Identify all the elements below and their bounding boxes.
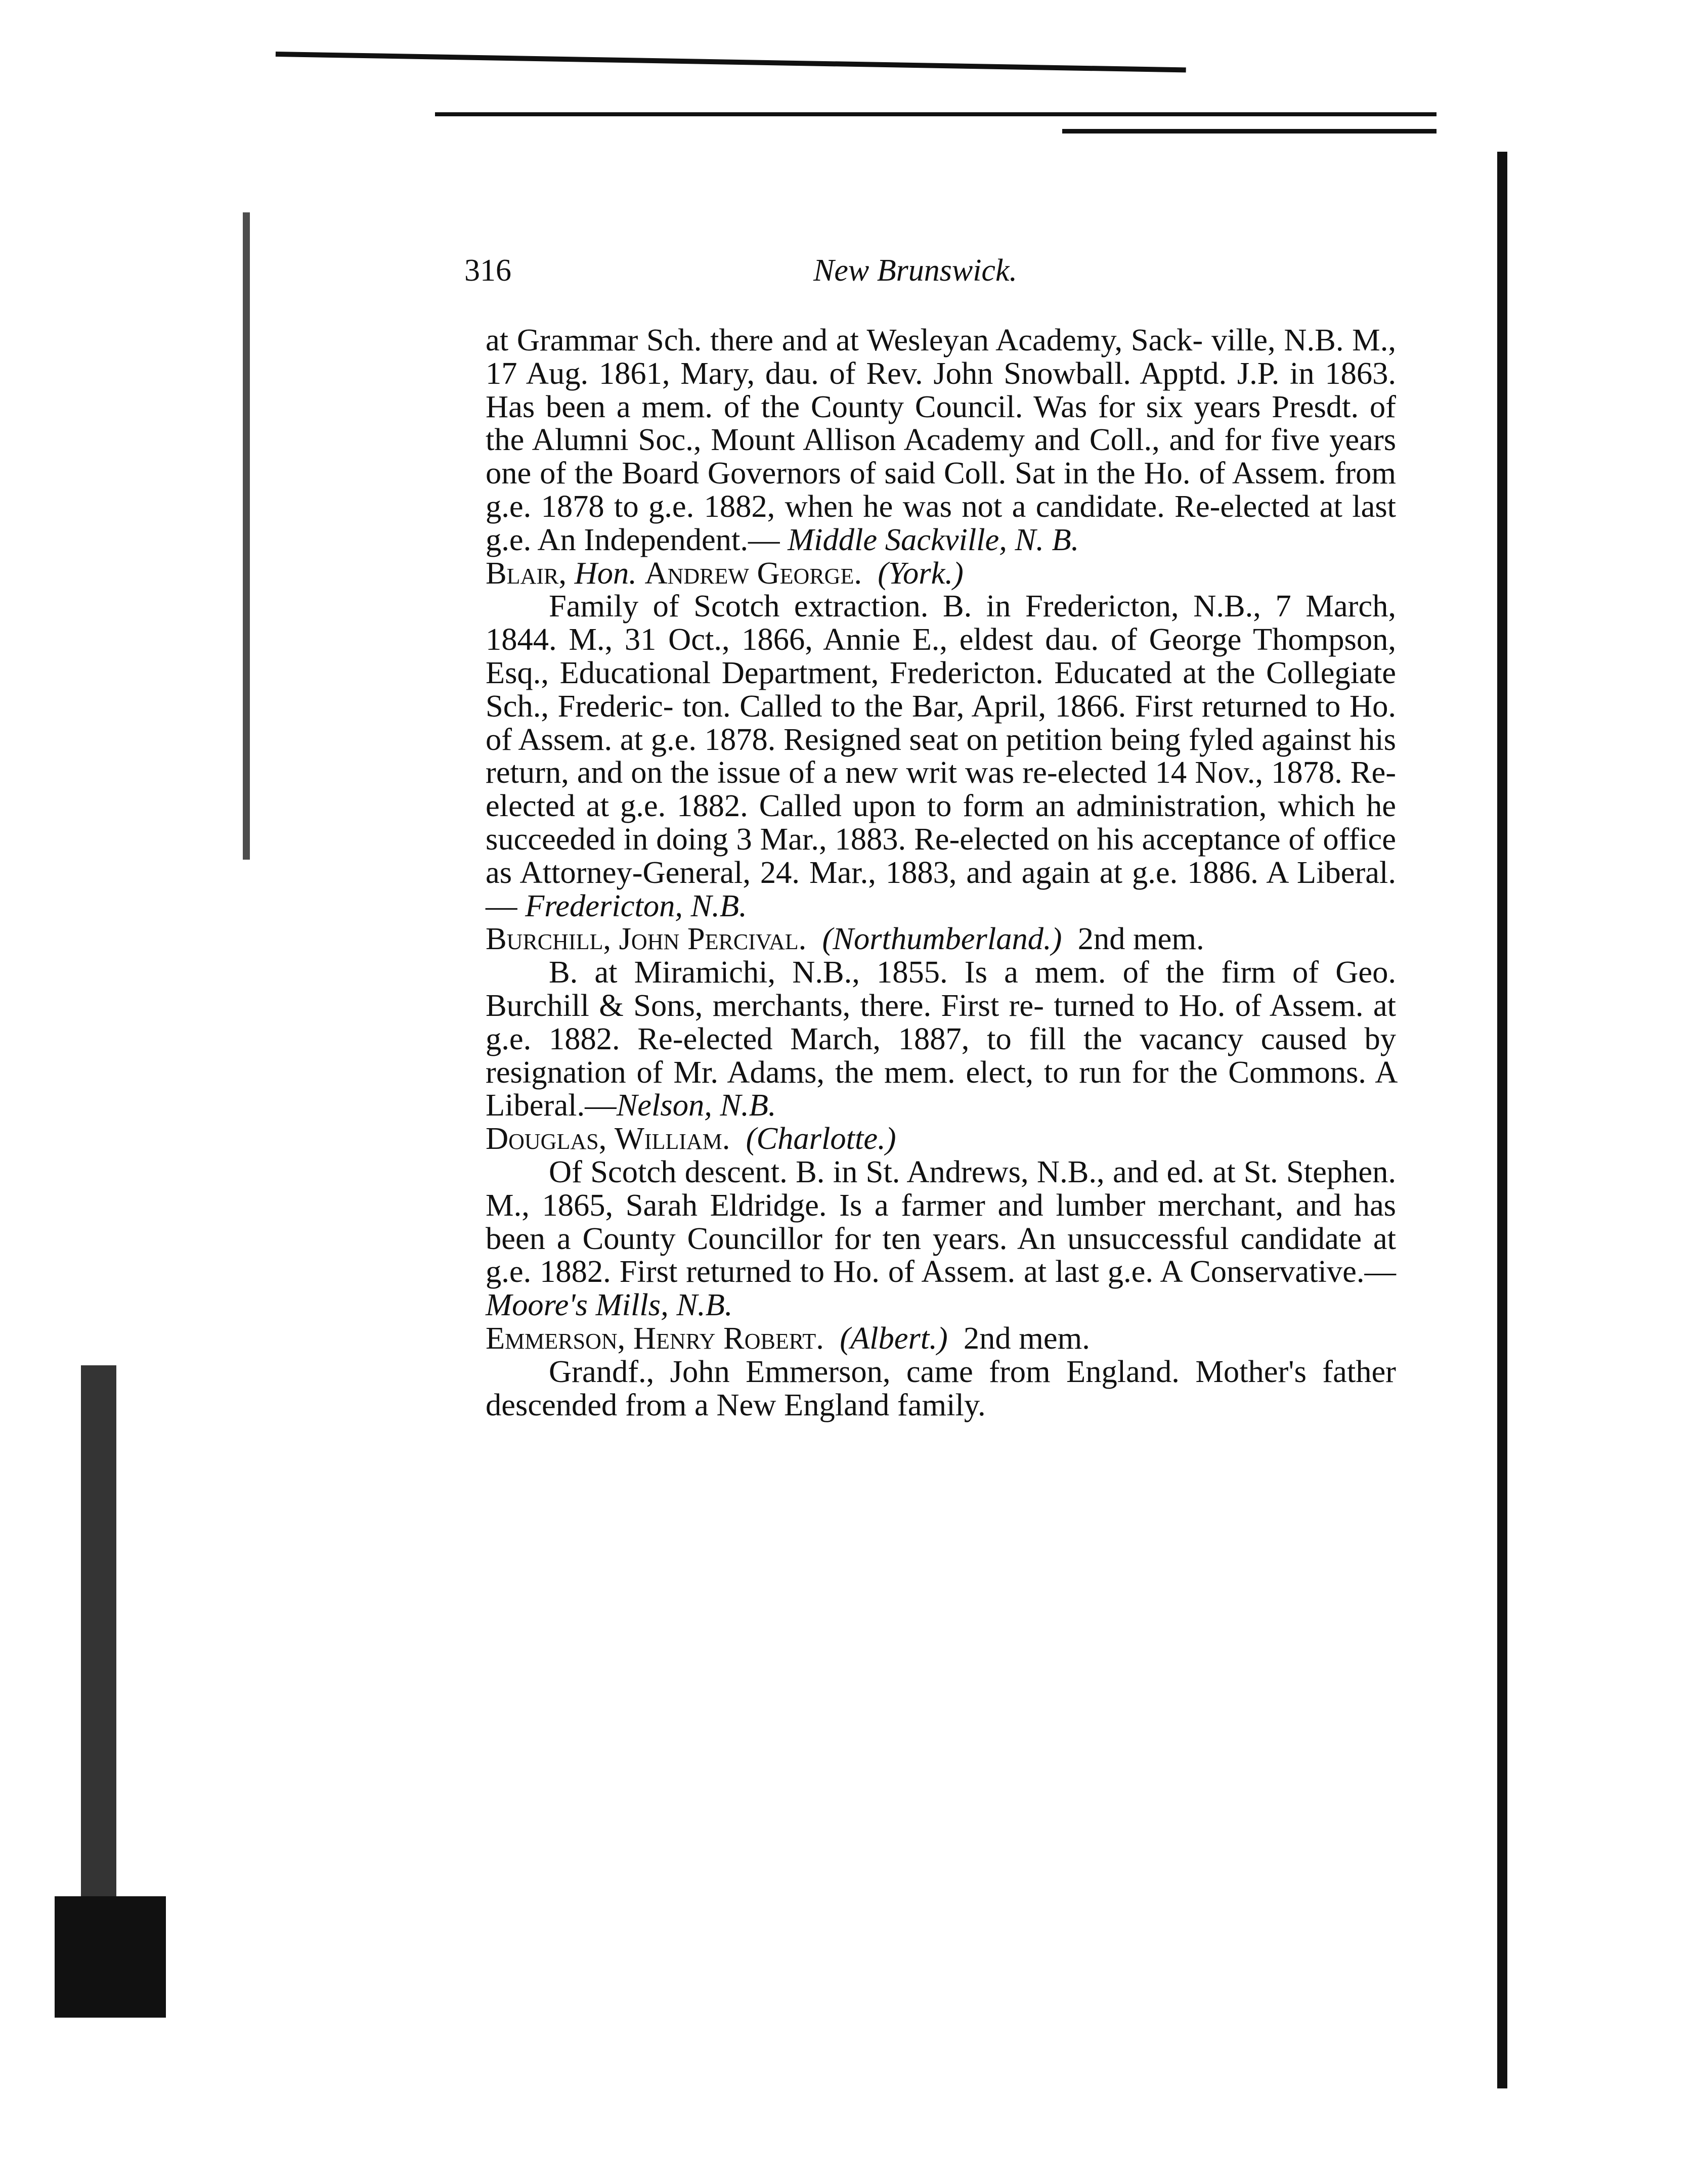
text-line: new writ was re-elected 14 Nov., 1878. Re-elected at	[486, 754, 1397, 824]
entry-douglas	[486, 1122, 1396, 1322]
text-line: 7 March, 1844. M., 31 Oct., 1866, Annie E., eldest dau.	[486, 588, 1396, 657]
entry-member-note: 2nd mem.	[963, 1320, 1090, 1356]
text-line: candidate. Re-elected at last g.e. An Independent.—	[486, 488, 1397, 557]
entry-emmerson	[486, 1322, 1396, 1421]
top-edge-line	[276, 52, 1186, 72]
text-line: turned to Ho. of Assem. at g.e. 1882. Re-elected March,	[486, 987, 1397, 1056]
entry-address: Moore's Mills, N.B.	[486, 1287, 733, 1323]
text-line: g.e. 1882. Called upon to form an administration,	[620, 788, 1267, 824]
text-line: Fredericton. Educated at the Collegiate Sch., Frederic-	[486, 654, 1396, 724]
entry-given-names: William.	[614, 1121, 730, 1156]
text-line: farmer and lumber merchant, and has been a County	[486, 1187, 1397, 1256]
text-line: being fyled against his return, and on the issue of a	[486, 721, 1396, 790]
entry-heading	[486, 1122, 1396, 1155]
entry-county: (Charlotte.)	[746, 1121, 896, 1156]
entry-heading	[486, 557, 1396, 590]
text-line: 1887, to fill the vacancy caused by resignation of Mr.	[486, 1020, 1397, 1090]
entry-body	[486, 324, 1396, 557]
top-edge-line-2	[435, 112, 1437, 116]
text-line: at Grammar Sch. there and at Wesleyan Academy, Sack-	[486, 322, 1203, 358]
entry-given-names: Andrew George.	[644, 555, 862, 591]
entry-surname: Burchill,	[486, 921, 611, 957]
text-line: Grandf., John Emmerson, came from England.	[549, 1353, 1180, 1389]
right-page-edge	[1497, 152, 1507, 2088]
entry-burchill	[486, 922, 1396, 1122]
text-line: ton. Called to the Bar, April, 1866. First returned to	[682, 688, 1341, 724]
entry-address: Fredericton, N.B.	[525, 887, 747, 923]
binding-line	[81, 1365, 116, 1896]
entry-address: Nelson, N.B.	[616, 1087, 776, 1123]
entry-surname: Emmerson,	[486, 1320, 626, 1356]
text-line: Liberal.—	[486, 1087, 617, 1123]
entry-continuation	[486, 324, 1396, 557]
text-line: A Conservative.—	[1160, 1254, 1396, 1289]
entry-surname: Douglas,	[486, 1121, 607, 1156]
text-line: Mar., 1883, and again at g.e. 1886. A Liberal.—	[486, 854, 1396, 923]
text-line: one of the Board Governors of said Coll. Sat in the Ho.	[486, 455, 1191, 491]
entry-body	[486, 590, 1396, 922]
text-line: on his acceptance of office as Attorney-General, 24.	[486, 821, 1397, 890]
entry-surname: Blair,	[486, 555, 567, 591]
text-line: of Assem. from g.e. 1878 to g.e. 1882, when he was not a	[486, 455, 1396, 524]
entry-heading	[486, 922, 1396, 956]
text-line: Family of Scotch extraction. B. in Fredericton, N.B.,	[549, 588, 1261, 624]
running-head: New Brunswick.	[813, 253, 1017, 288]
text-line: which he succeeded in doing 3 Mar., 1883. Re-elected	[486, 788, 1397, 857]
entry-county: (York.)	[878, 555, 964, 591]
entry-body	[486, 956, 1396, 1122]
text-line: Mother's father descended from a New England family.	[486, 1353, 1396, 1422]
text-line: of Geo. Burchill & Sons, merchants, there. First re-	[486, 954, 1396, 1023]
text-line: Adams, the mem. elect, to run for the Commons. A	[727, 1054, 1396, 1090]
entry-address: Middle Sackville, N. B.	[788, 521, 1079, 557]
entry-blair	[486, 557, 1396, 923]
page-content	[486, 324, 1396, 1421]
text-line: of George Thompson, Esq., Educational Department,	[486, 621, 1396, 690]
entry-heading	[486, 1322, 1396, 1355]
binding-line-2	[243, 212, 250, 860]
entry-body	[486, 1155, 1396, 1322]
page-header	[464, 253, 1405, 298]
binding-shadow	[55, 1896, 166, 2018]
text-line: Soc., Mount Allison Academy and Coll., and for five years	[638, 422, 1397, 458]
text-line: Of Scotch descent. B. in St. Andrews, N.B., and	[549, 1153, 1159, 1189]
text-line: ed. at St. Stephen. M., 1865, Sarah Eldridge. Is a	[486, 1153, 1397, 1223]
entry-body	[486, 1355, 1396, 1422]
text-line: Councillor for ten years. An unsuccessful candidate at	[687, 1220, 1397, 1256]
entry-given-names: Henry Robert.	[633, 1320, 824, 1356]
entry-county: (Northumberland.)	[822, 921, 1062, 957]
text-line: B. at Miramichi, N.B., 1855. Is a mem. of the firm	[549, 954, 1276, 990]
text-line: g.e. 1882. First returned to Ho. of Assem. at last g.e.	[486, 1254, 1154, 1289]
entry-county: (Albert.)	[840, 1320, 948, 1356]
top-edge-line-3	[1062, 129, 1437, 133]
entry-member-note: 2nd mem.	[1077, 921, 1204, 957]
text-line: ville, N.B. M., 17 Aug. 1861, Mary, dau. of Rev. John	[486, 322, 1396, 391]
page-number: 316	[464, 253, 511, 288]
entry-given-names: John Percival.	[619, 921, 807, 957]
text-line: Snowball. Apptd. J.P. in 1863. Has been a mem. of the	[486, 355, 1397, 424]
text-line: County Council. Was for six years Presdt. of the Alumni	[486, 388, 1396, 458]
text-line: Ho. of Assem. at g.e. 1878. Resigned seat on petition	[486, 688, 1397, 757]
entry-title: Hon.	[574, 555, 637, 591]
